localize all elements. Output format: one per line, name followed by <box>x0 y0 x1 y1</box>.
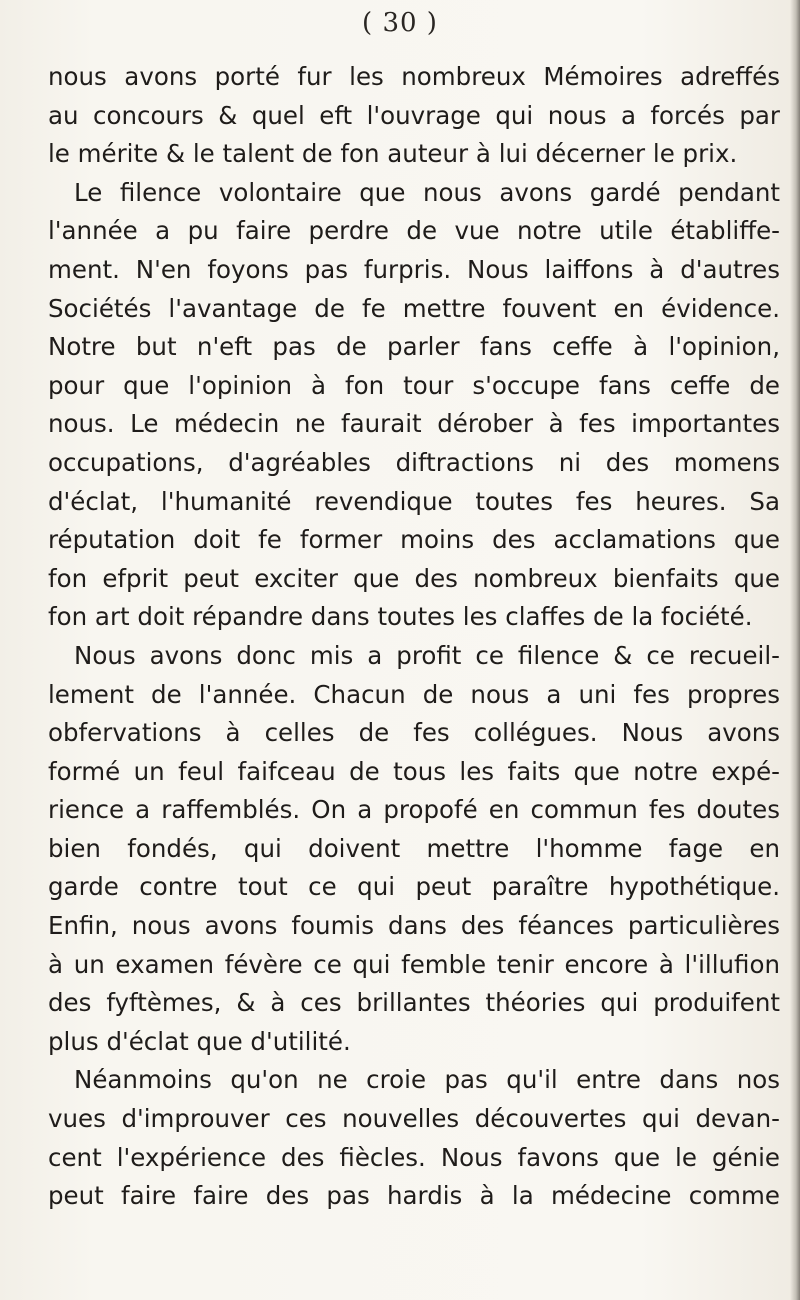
text-line: garde contre tout ce qui peut paraître hypothétique. <box>48 872 780 902</box>
text-line: d'éclat, l'humanité revendique toutes fes heures. Sa <box>48 486 780 516</box>
text-line: plus d'éclat que d'utilité. <box>48 1026 351 1056</box>
text-line: Néanmoins qu'on ne croie pas qu'il entre dans nos <box>74 1065 780 1095</box>
page-number: ( 30 ) <box>362 8 438 38</box>
text-line: Enfin, nous avons foumis dans des féances particulières <box>48 911 780 941</box>
text-line: réputation doit fe former moins des acclamations que <box>48 525 780 555</box>
body-text <box>48 58 780 1216</box>
text-line: rience a raffemblés. On a propofé en commun fes doutes <box>48 795 780 825</box>
text-line: au concours & quel eft l'ouvrage qui nous a forcés par <box>48 100 780 130</box>
text-line: Le filence volontaire que nous avons gardé pendant <box>74 177 780 207</box>
text-line: lement de l'année. Chacun de nous a uni fes propres <box>48 679 780 709</box>
text-line: bien fondés, qui doivent mettre l'homme fage en <box>48 833 780 863</box>
text-line: cent l'expérience des fiècles. Nous favons que le génie <box>48 1142 780 1172</box>
text-line: Sociétés l'avantage de fe mettre fouvent en évidence. <box>48 293 780 323</box>
page-edge-shadow <box>790 0 800 1300</box>
text-line: fon efprit peut exciter que des nombreux bienfaits que <box>48 563 780 593</box>
text-line: l'année a pu faire perdre de vue notre utile établiffe- <box>48 216 780 246</box>
text-line: fon art doit répandre dans toutes les claffes de la fociété. <box>48 602 753 632</box>
text-line: à un examen févère ce qui femble tenir encore à l'illufion <box>48 949 780 979</box>
text-line: pour que l'opinion à fon tour s'occupe fans ceffe de <box>48 370 780 400</box>
text-line: peut faire faire des pas hardis à la médecine comme <box>48 1181 780 1211</box>
text-line: ment. N'en foyons pas furpris. Nous laiffons à d'autres <box>48 254 780 284</box>
text-line: obfervations à celles de fes collégues. Nous avons <box>48 718 780 748</box>
text-line: Notre but n'eft pas de parler fans ceffe à l'opinion, <box>48 332 780 362</box>
text-line: nous. Le médecin ne faurait dérober à fes importantes <box>48 409 780 439</box>
text-line: vues d'improuver ces nouvelles découvertes qui devan- <box>48 1104 780 1134</box>
text-line: occupations, d'agréables diftractions ni des momens <box>48 447 780 477</box>
text-line: Nous avons donc mis a profit ce filence & ce recueil- <box>74 640 780 670</box>
text-line: le mérite & le talent de fon auteur à lui décerner le prix. <box>48 139 738 169</box>
text-line: nous avons porté fur les nombreux Mémoires adreffés <box>48 62 780 91</box>
text-line: formé un feul faifceau de tous les faits que notre expé- <box>48 756 780 786</box>
text-line: des fyftèmes, & à ces brillantes théories qui produifent <box>48 988 780 1018</box>
